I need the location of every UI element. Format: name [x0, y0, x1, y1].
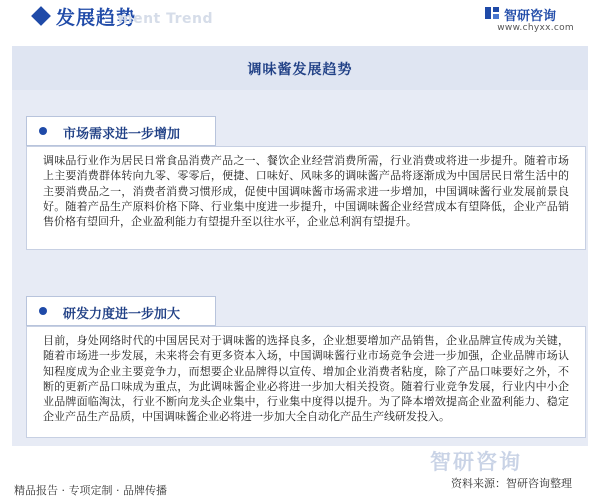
section-body-market-demand	[26, 146, 586, 250]
chyxx-logo-icon	[484, 5, 500, 21]
dot-icon	[39, 307, 47, 315]
page-title: 发展趋势	[56, 7, 137, 29]
panel-title: 调味酱发展趋势	[247, 62, 353, 78]
section-paragraph: 调味品行业作为居民日常食品消费产品之一、餐饮企业经营消费所需，行业消费或将进一步提升。随着市场上主要消费群体转向九零、零零后，便捷、口味好、风味多的调味酱产品将逐渐成为中国居民日常生活中的主要消费品之一，消费者消费习惯形成，促使中国调味酱市场需求进一步增加，中国调味酱行业发展前景良好。随着产品生产原料价格下降、行业集中度进一步提升，中国调味酱企业经营成本有望降低，企业产品销售价格有望回升，企业盈利能力有望提升至以往水平，企业总利润有望提升。	[43, 154, 569, 229]
brand-url[interactable]: www.chyxx.com	[497, 23, 574, 33]
footer-tagline: 精品报告 · 专项定制 · 品牌传播	[14, 484, 167, 497]
data-source: 资料来源：智研咨询整理	[451, 477, 572, 490]
section-heading-label: 市场需求进一步增加	[63, 127, 181, 142]
header-watermark: ment Trend	[118, 11, 214, 27]
section-paragraph: 目前，身处网络时代的中国居民对于调味酱的选择良多，企业想要增加产品销售，企业品牌宣传成为关键，随着市场进一步发展，未来将会有更多资本入场，中国调味酱行业市场竞争会进一步加强，企业品牌市场认知程度成为企业主要竞争力，而想要企业品牌得以宣传、增加企业消费者粘度，除了产品口味要好之外，不断的更新产品口味成为重点，为此调味酱企业必将进一步加大相关投资。随着行业竞争发展，行业内中小企业品牌面临淘汰，行业不断向龙头企业集中，行业集中度得以提升。为了降本增效提高企业盈利能力、稳定企业产品生产品质，中国调味酱企业必将进一步加大全自动化产品生产线研发投入。	[43, 334, 569, 424]
page-header	[0, 0, 600, 38]
section-heading-label: 研发力度进一步加大	[63, 307, 181, 322]
brand-name: 智研咨询	[504, 9, 557, 24]
footer-watermark: 智研咨询	[430, 450, 522, 474]
brand[interactable]	[484, 5, 574, 24]
section-heading-market-demand	[26, 116, 216, 146]
diamond-icon	[31, 6, 51, 26]
section-heading-rd-investment	[26, 296, 216, 326]
section-body-rd-investment	[26, 326, 586, 438]
dot-icon	[39, 127, 47, 135]
